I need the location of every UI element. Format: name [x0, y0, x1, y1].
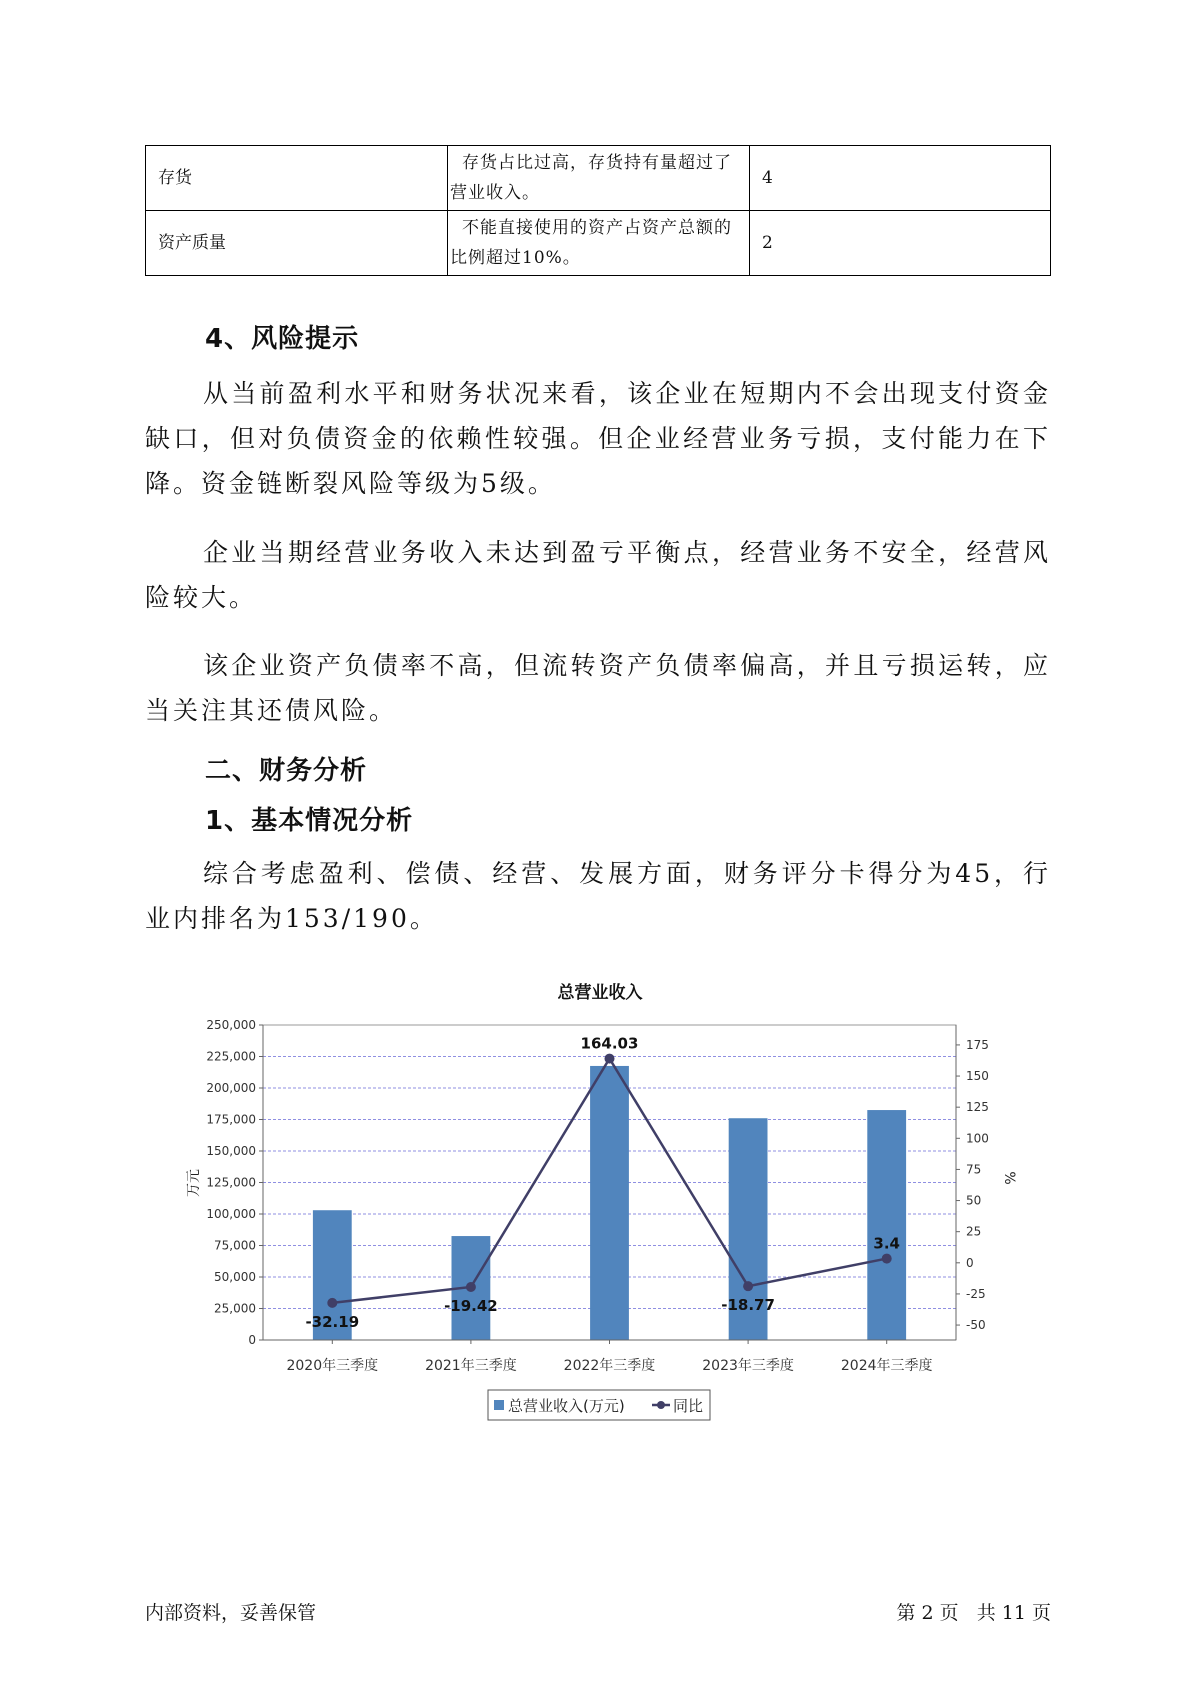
- footer-left: 内部资料，妥善保管: [145, 1602, 317, 1624]
- y-tick-label-right: 0: [966, 1255, 974, 1270]
- y-tick-label-right: 100: [966, 1131, 989, 1146]
- line-point: [605, 1054, 615, 1064]
- table-cell-item: 存货: [146, 146, 448, 211]
- risk-paragraph: 企业当期经营业务收入未达到盈亏平衡点，经营业务不安全，经营风险较大。: [145, 538, 1051, 612]
- y-axis-label-right: %: [1001, 1171, 1017, 1185]
- y-tick-label-left: 150,000: [206, 1144, 256, 1158]
- data-label: 164.03: [580, 1034, 639, 1053]
- footer-right: 第 2 页 共 11 页: [896, 1602, 1051, 1624]
- y-tick-label-left: 125,000: [206, 1175, 256, 1190]
- y-tick-label-left: 0: [248, 1333, 256, 1347]
- y-tick-label-left: 25,000: [214, 1301, 256, 1316]
- y-tick-label-right: 150: [966, 1069, 989, 1084]
- data-label: 3.4: [873, 1234, 900, 1253]
- line-point: [882, 1254, 892, 1264]
- chart-legend: [488, 1390, 710, 1420]
- x-tick-label: 2020年三季度: [286, 1358, 379, 1374]
- x-tick-label: 2024年三季度: [840, 1358, 933, 1374]
- line-point: [327, 1298, 337, 1308]
- chart-title: 总营业收入: [557, 983, 643, 1003]
- risk-paragraph: 从当前盈利水平和财务状况来看，该企业在短期内不会出现支付资金缺口，但对负债资金的依赖性较强。但企业经营业务亏损，支付能力在下降。资金链断裂风险等级为5级。: [145, 379, 1051, 498]
- table-cell-score: 2: [750, 211, 1051, 276]
- finance-subheading: 1、基本情况分析: [205, 806, 414, 836]
- finance-paragraph: 综合考虑盈利、偿债、经营、发展方面，财务评分卡得分为45，行业内排名为153/190。: [145, 859, 1051, 933]
- y-tick-label-left: 100,000: [206, 1207, 256, 1221]
- y-axis-label-left: 万元: [186, 1169, 202, 1197]
- y-tick-label-right: 125: [966, 1100, 989, 1115]
- y-tick-label-left: 200,000: [206, 1081, 256, 1095]
- line-point: [466, 1282, 476, 1292]
- data-label: -18.77: [721, 1296, 775, 1315]
- legend-line-marker: [657, 1401, 665, 1409]
- bar: [867, 1110, 906, 1340]
- y-tick-label-left: 225,000: [206, 1049, 256, 1064]
- legend-bar-swatch: [494, 1400, 504, 1410]
- data-label: -32.19: [305, 1312, 360, 1331]
- data-label: -19.42: [444, 1296, 498, 1315]
- y-tick-label-left: 50,000: [214, 1270, 256, 1284]
- y-tick-label-left: 250,000: [206, 1018, 256, 1032]
- y-tick-label-right: 50: [966, 1193, 982, 1208]
- x-tick-label: 2021年三季度: [425, 1358, 517, 1374]
- y-tick-label-right: 75: [966, 1162, 982, 1177]
- table-cell-score: 4: [750, 146, 1051, 211]
- y-tick-label-right: -25: [966, 1286, 986, 1301]
- y-tick-label-right: -50: [966, 1318, 986, 1333]
- y-tick-label-left: 75,000: [214, 1238, 256, 1253]
- x-tick-label: 2022年三季度: [563, 1358, 656, 1374]
- bar: [590, 1066, 629, 1340]
- legend-line-label: 同比: [673, 1397, 704, 1415]
- table-cell-description: 存货占比过高，存货持有量超过了营业收入。: [448, 146, 750, 211]
- table-cell-item: 资产质量: [146, 211, 448, 276]
- table-cell-description: 不能直接使用的资产占资产总额的比例超过10%。: [448, 211, 750, 276]
- line-point: [743, 1281, 753, 1291]
- y-tick-label-left: 175,000: [206, 1112, 256, 1127]
- x-tick-label: 2023年三季度: [702, 1358, 794, 1374]
- legend-bar-label: 总营业收入(万元): [508, 1397, 625, 1415]
- finance-heading: 二、财务分析: [205, 756, 368, 786]
- risk-paragraph: 该企业资产负债率不高，但流转资产负债率偏高，并且亏损运转，应当关注其还债风险。: [145, 651, 1051, 725]
- y-tick-label-right: 25: [966, 1224, 982, 1239]
- y-tick-label-right: 175: [966, 1037, 989, 1052]
- risk-heading: 4、风险提示: [205, 324, 360, 354]
